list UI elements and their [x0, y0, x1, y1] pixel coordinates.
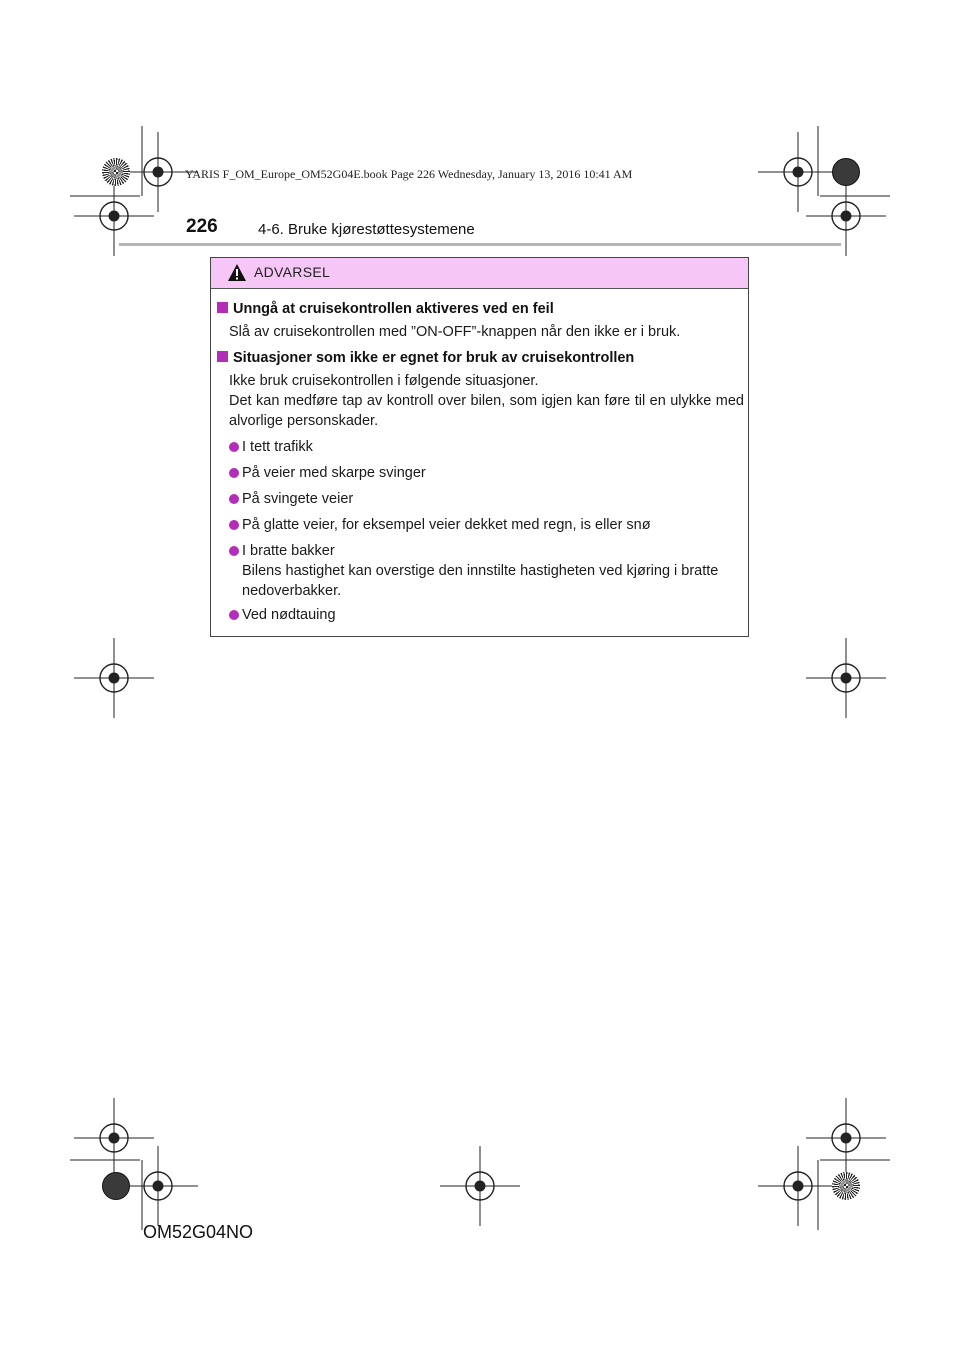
registration-mark-icon [74, 638, 154, 718]
round-bullet-icon [229, 494, 239, 504]
round-bullet-icon [229, 546, 239, 556]
square-bullet-icon [217, 302, 228, 313]
registration-mark-icon [758, 132, 838, 212]
round-bullet-icon [229, 468, 239, 478]
dark-disc-icon [102, 1172, 130, 1200]
item-heading: Situasjoner som ikke er egnet for bruk av cruisekontrollen [217, 350, 634, 366]
registration-mark-icon [806, 638, 886, 718]
paragraph: Ikke bruk cruisekontrollen i følgende situasjoner. [229, 373, 539, 389]
sunburst-disc-icon [102, 158, 130, 186]
registration-mark-icon [440, 1146, 520, 1226]
header-rule [119, 243, 841, 246]
sunburst-disc-icon [832, 1172, 860, 1200]
paragraph: Det kan medføre tap av kontroll over bilen, som igjen kan føre til en ulykke med alvorlige personskader. [229, 393, 744, 429]
round-bullet-icon [229, 610, 239, 620]
warning-header [211, 258, 748, 289]
round-bullet-icon [229, 442, 239, 452]
dark-disc-icon [832, 158, 860, 186]
print-header: YARIS F_OM_Europe_OM52G04E.book Page 226 Wednesday, January 13, 2016 10:41 AM [185, 167, 633, 181]
square-bullet-icon [217, 351, 228, 362]
warning-box: ADVARSEL Unngå at cruisekontrollen aktiveres ved en feil Slå av cruisekontrollen med ”ON-OFF”-knappen når den ikke er i bruk. Situasjoner som ikke er egnet for bruk av cruisekontrollen Ikke bruk cruisekontrollen i følgende situasjoner. Det kan medføre tap av kontroll over bilen, som igjen kan føre til en ulykke med alvorlige personskader. I tett trafikk På veier med skarpe svinger På svingete veier På glatte veier, for eksempel veier dekket med regn, is eller snø I bratte bakker Bilens hastighet kan overstige den innstilte hastigheten ved kjøring i bratte nedoverbakker. Ved nødtauing [210, 257, 749, 637]
document-code: OM52G04NO [143, 1222, 254, 1242]
registration-mark-icon [758, 1146, 838, 1226]
registration-mark-icon [118, 132, 198, 212]
warning-title: ADVARSEL [254, 264, 331, 280]
round-bullet-icon [229, 520, 239, 530]
paragraph: Slå av cruisekontrollen med ”ON-OFF”-knappen når den ikke er i bruk. [229, 324, 681, 340]
section-title: 4-6. Bruke kjørestøttesystemene [258, 221, 475, 238]
page-number: 226 [186, 216, 218, 237]
warning-triangle-icon [227, 263, 247, 282]
registration-mark-icon [118, 1146, 198, 1226]
list-item-detail: Bilens hastighet kan overstige den innstilte hastigheten ved kjøring i bratte nedoverbakker. [242, 563, 719, 599]
item-heading: Unngå at cruisekontrollen aktiveres ved en feil [217, 301, 554, 317]
